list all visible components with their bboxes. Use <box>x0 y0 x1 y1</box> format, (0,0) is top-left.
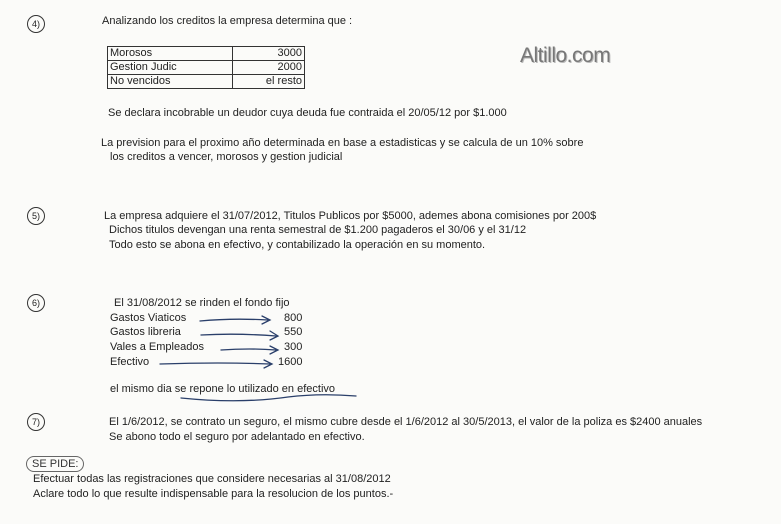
item-6-row-label: Efectivo <box>110 356 150 368</box>
arrow-icon <box>221 349 276 350</box>
item-7-line-1: El 1/6/2012, se contrato un seguro, el mismo cubre desde el 1/6/2012 al 30/5/2013, el valor de la poliza es $2400 anuales <box>109 416 703 428</box>
table-row <box>108 75 305 89</box>
table-row <box>108 61 305 75</box>
table-row <box>108 47 305 61</box>
arrow-icon <box>262 316 270 324</box>
table-cell-label: No vencidos <box>108 75 233 89</box>
se-pide-line-1: Efectuar todas las registraciones que considere necesarias al 31/08/2012 <box>33 473 391 485</box>
watermark-logo: Altillo.com <box>520 44 611 67</box>
item-5-line-1: La empresa adquiere el 31/07/2012, Titulos Publicos por $5000, ademes abona comisiones por 200$ <box>104 210 597 222</box>
table-cell-label: Gestion Judic <box>108 61 233 75</box>
item-6-intro: El 31/08/2012 se rinden el fondo fijo <box>114 297 290 309</box>
credits-table <box>107 46 305 89</box>
arrow-icon <box>160 363 270 364</box>
item-4-line-1: Se declara incobrable un deudor cuya deuda fue contraida el 20/05/12 por $1.000 <box>108 107 507 119</box>
arrow-icon <box>270 346 278 354</box>
item-5-line-2: Dichos titulos devengan una renta semestral de $1.200 pagaderos el 30/06 y el 31/12 <box>109 224 527 236</box>
item-4-line-3: los creditos a vencer, morosos y gestion judicial <box>110 151 343 163</box>
table-cell-value: el resto <box>233 75 305 89</box>
arrow-icon <box>201 334 276 336</box>
item-5-number: 5) <box>27 207 45 225</box>
arrow-icon <box>200 319 268 321</box>
item-4-line-2: La prevision para el proximo año determinada en base a estadisticas y se calcula de un 10% sobre <box>101 137 584 149</box>
arrow-icon <box>264 360 272 368</box>
item-4-number: 4) <box>27 15 45 33</box>
item-6-row-label: Gastos Viaticos <box>110 312 187 324</box>
item-6-row-value: 300 <box>284 341 303 353</box>
item-7-number: 7) <box>27 413 45 431</box>
item-6-row-value: 1600 <box>278 356 303 368</box>
item-6-number: 6) <box>27 294 45 312</box>
item-5-line-3: Todo esto se abona en efectivo, y contabilizado la operación en su momento. <box>109 239 486 251</box>
item-6-row-value: 550 <box>284 326 303 338</box>
table-cell-value: 3000 <box>233 47 305 61</box>
arrow-icon <box>270 331 278 340</box>
se-pide-label: SE PIDE: <box>26 456 84 472</box>
table-cell-value: 2000 <box>233 61 305 75</box>
se-pide-line-2: Aclare todo lo que resulte indispensable para la resolucion de los puntos.- <box>33 488 394 500</box>
item-6-row-value: 800 <box>284 312 303 324</box>
table-cell-label: Morosos <box>108 47 233 61</box>
item-6-row-label: Vales a Empleados <box>110 341 204 353</box>
item-6-row-label: Gastos libreria <box>110 326 181 338</box>
item-6-closing: el mismo dia se repone lo utilizado en efectivo <box>110 383 336 395</box>
item-7-line-2: Se abono todo el seguro por adelantado en efectivo. <box>109 431 365 443</box>
item-4-intro: Analizando los creditos la empresa determina que : <box>102 15 353 27</box>
